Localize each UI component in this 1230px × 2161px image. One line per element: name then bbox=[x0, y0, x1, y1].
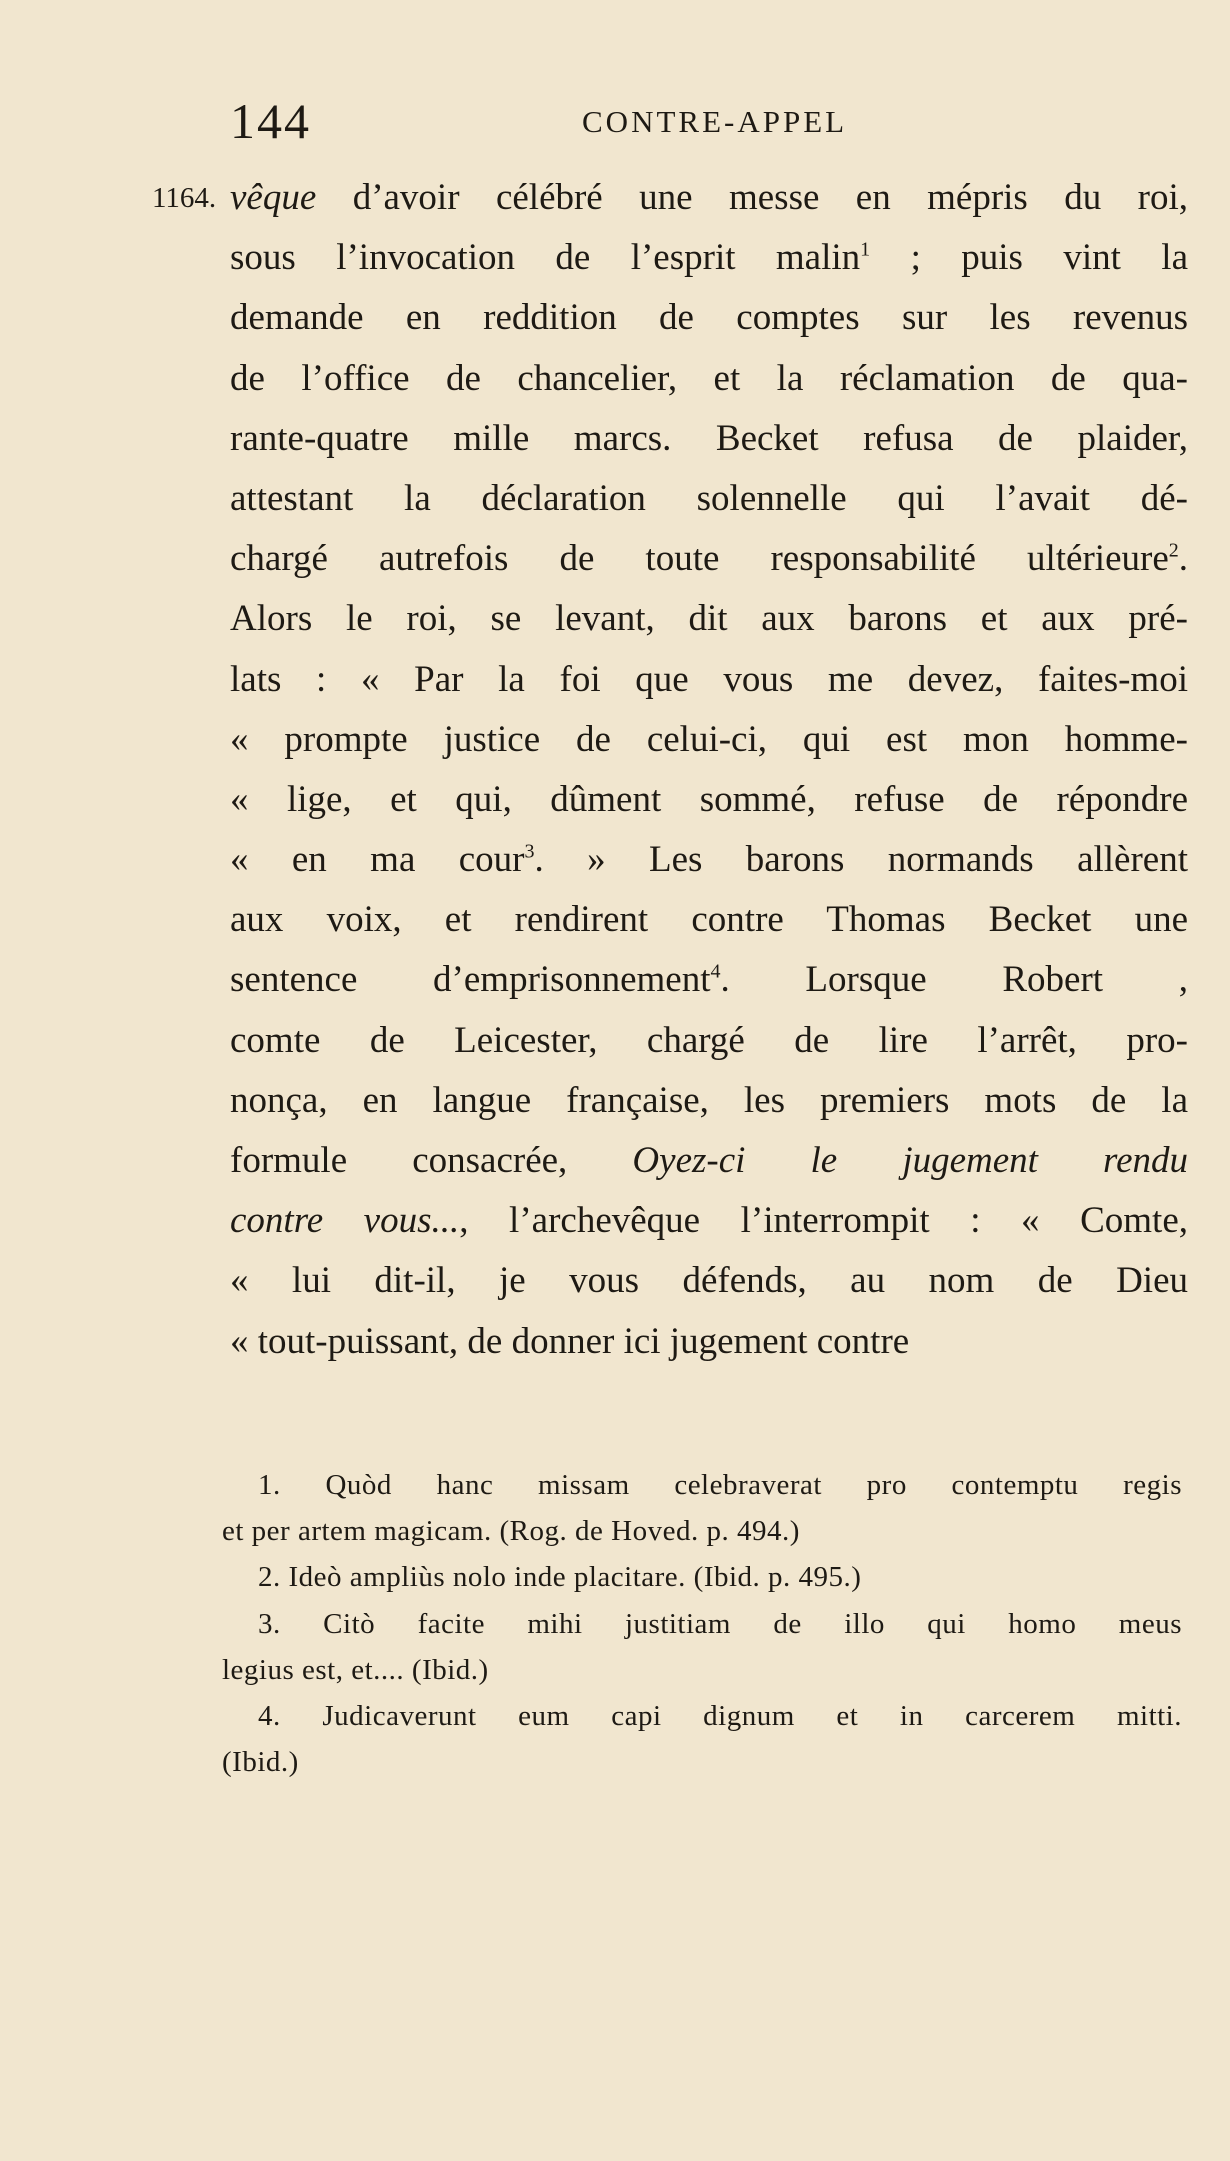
footnote-ref[interactable]: 1 bbox=[860, 238, 871, 261]
footnote-ref[interactable]: 3 bbox=[524, 840, 535, 863]
footnote-3-line-1: 3. Citò facite mihi justitiam de illo qui homo meus bbox=[258, 1607, 1182, 1640]
text-line: nonça, en langue française, les premiers mots de la bbox=[230, 1079, 1188, 1121]
text-line: « lui dit-il, je vous défends, au nom de Dieu bbox=[230, 1260, 1188, 1302]
footnote-4-line-1: 4. Judicaverunt eum capi dignum et in carcerem mitti. bbox=[258, 1699, 1182, 1732]
running-head bbox=[230, 92, 1190, 152]
footnote-4-line-2: (Ibid.) bbox=[222, 1746, 299, 1779]
footnote-1-line-1: 1. Quòd hanc missam celebraverat pro contemptu regis bbox=[258, 1469, 1182, 1501]
text-line: rante-quatre mille marcs. Becket refusa de plaider, bbox=[230, 417, 1188, 459]
footnote-ref[interactable]: 4 bbox=[710, 961, 721, 984]
footnote-3-line-2: legius est, et.... (Ibid.) bbox=[222, 1653, 489, 1686]
footnote-1-line-2: et per artem magicam. (Rog. de Hoved. p. 494.) bbox=[222, 1515, 800, 1548]
text-line: Alors le roi, se levant, dit aux barons et aux pré- bbox=[230, 598, 1188, 640]
text-line: sous l’invocation de l’esprit malin$^1$ ; puis vint la bbox=[230, 237, 1188, 279]
footnotes bbox=[222, 1462, 1182, 1785]
footnote-2: 2. Ideò ampliùs nolo inde placitare. (Ibid. p. 495.) bbox=[258, 1561, 862, 1594]
text-line: chargé autrefois de toute responsabilité ultérieure$^2$. bbox=[230, 538, 1188, 580]
text-line: formule consacrée, Oyez-ci le jugement rendu bbox=[230, 1140, 1188, 1181]
text-line: vêque d’avoir célébré une messe en mépris du roi, bbox=[230, 177, 1188, 218]
text-line: de l’office de chancelier, et la réclamation de qua- bbox=[230, 357, 1188, 399]
body-text bbox=[230, 168, 1188, 1372]
text-line: « lige, et qui, dûment sommé, refuse de répondre bbox=[230, 778, 1188, 820]
text-line: sentence d’emprisonnement$^4$. Lorsque Robert , bbox=[230, 959, 1188, 1001]
text-line: « prompte justice de celui-ci, qui est mon homme- bbox=[230, 718, 1188, 760]
text-line: « en ma cour$^3$. » Les barons normands allèrent bbox=[230, 839, 1188, 881]
text-line: contre vous..., l’archevêque l’interrompit : « Comte, bbox=[230, 1200, 1188, 1242]
running-title: CONTRE-APPEL bbox=[582, 104, 848, 139]
text-line: attestant la déclaration solennelle qui l’avait dé- bbox=[230, 477, 1188, 519]
margin-year-note: 1164. bbox=[152, 182, 217, 214]
page-number: 144 bbox=[230, 93, 311, 149]
text-line: demande en reddition de comptes sur les revenus bbox=[230, 297, 1188, 339]
text-line: lats : « Par la foi que vous me devez, faites-moi bbox=[230, 658, 1188, 700]
text-line: comte de Leicester, chargé de lire l’arrêt, pro- bbox=[230, 1019, 1188, 1061]
footnote-ref[interactable]: 2 bbox=[1168, 539, 1179, 562]
text-line: « tout-puissant, de donner ici jugement contre bbox=[230, 1320, 910, 1362]
text-line: aux voix, et rendirent contre Thomas Becket une bbox=[230, 899, 1188, 941]
